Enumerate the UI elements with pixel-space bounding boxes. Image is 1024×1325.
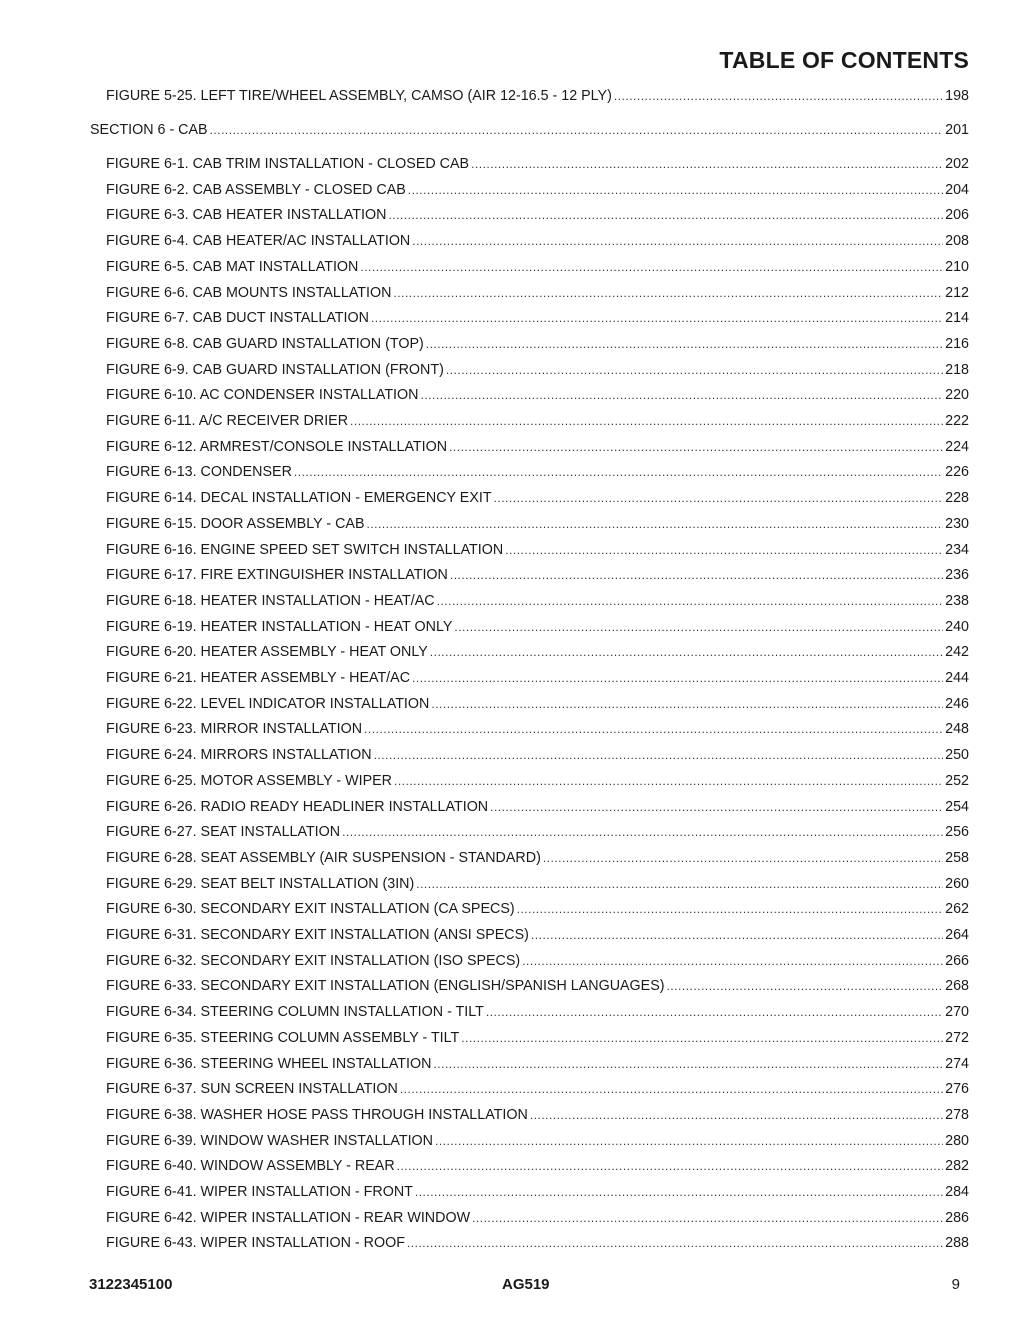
footer-document-number: 3122345100 (89, 1276, 173, 1293)
toc-entry-page: 274 (945, 1055, 969, 1072)
dot-leader (446, 361, 943, 379)
toc-entry-label: FIGURE 6-30. SECONDARY EXIT INSTALLATION (CA SPECS) (106, 901, 515, 918)
toc-figure-entry[interactable] (106, 875, 969, 893)
dot-leader (412, 669, 943, 687)
toc-entry-page: 282 (945, 1158, 969, 1175)
toc-figure-entry[interactable] (106, 1106, 969, 1124)
toc-entry-label: FIGURE 6-40. WINDOW ASSEMBLY - REAR (106, 1158, 395, 1175)
dot-leader (522, 952, 943, 970)
toc-figure-entry[interactable] (106, 1029, 969, 1047)
dot-leader (430, 643, 943, 661)
toc-figure-entry[interactable] (106, 1080, 969, 1098)
dot-leader (350, 412, 943, 430)
toc-entry-page: 242 (945, 644, 969, 661)
toc-entry-label: FIGURE 6-29. SEAT BELT INSTALLATION (3IN) (106, 875, 415, 892)
toc-figure-entry[interactable] (106, 309, 969, 327)
dot-leader (471, 155, 943, 173)
toc-figure-entry[interactable] (106, 900, 969, 918)
toc-entry-page: 204 (945, 181, 969, 198)
dot-leader (517, 900, 944, 918)
toc-entry-page: 252 (945, 772, 969, 789)
dot-leader (426, 335, 943, 353)
toc-entry-page: 198 (945, 88, 969, 104)
toc-entry-page: 216 (945, 335, 969, 352)
footer-model: AG519 (502, 1276, 550, 1293)
dot-leader (490, 798, 943, 816)
toc-entry-label: FIGURE 6-41. WIPER INSTALLATION - FRONT (106, 1184, 413, 1200)
dot-leader (667, 977, 944, 995)
dot-leader (486, 1003, 943, 1021)
toc-figure-entry[interactable] (106, 386, 969, 404)
dot-leader (437, 592, 944, 610)
toc-entry-page: 280 (945, 1132, 969, 1149)
toc-figure-entry[interactable] (106, 1157, 969, 1175)
toc-entry-page: 202 (945, 156, 969, 172)
dot-leader (450, 566, 943, 584)
toc-entry-page: 260 (945, 875, 969, 892)
toc-entry-label: FIGURE 6-39. WINDOW WASHER INSTALLATION (106, 1132, 434, 1149)
toc-entry-label: FIGURE 6-20. HEATER ASSEMBLY - HEAT ONLY (106, 644, 428, 661)
dot-leader (449, 438, 943, 456)
toc-entry-label: FIGURE 6-6. CAB MOUNTS INSTALLATION (106, 284, 392, 301)
toc-entry-label: FIGURE 6-18. HEATER INSTALLATION - HEAT/AC (106, 592, 435, 609)
toc-figure-entry[interactable] (106, 926, 969, 944)
toc-entry-page: 244 (945, 670, 969, 686)
toc-entry-page: 218 (945, 361, 969, 378)
page-title: TABLE OF CONTENTS (719, 47, 969, 73)
toc-entry-page: 272 (945, 1029, 969, 1046)
toc-entry-label: FIGURE 6-7. CAB DUCT INSTALLATION (106, 310, 369, 327)
toc-entry-page: 220 (945, 387, 969, 404)
dot-leader (454, 618, 943, 636)
toc-figure-entry[interactable] (106, 87, 969, 105)
dot-leader (530, 1106, 943, 1124)
dot-leader (397, 1157, 944, 1175)
dot-leader (394, 772, 943, 790)
toc-figure-entry[interactable] (106, 463, 969, 481)
toc-figure-entry[interactable] (106, 643, 969, 661)
dot-leader (210, 121, 944, 139)
toc-entry-label: FIGURE 6-35. STEERING COLUMN ASSEMBLY - TILT (106, 1029, 460, 1046)
toc-entry-label: FIGURE 6-14. DECAL INSTALLATION - EMERGENCY EXIT (106, 490, 492, 507)
toc-entry-page: 201 (945, 122, 969, 138)
toc-figure-entry[interactable] (106, 284, 969, 302)
dot-leader (543, 849, 943, 867)
dot-leader (374, 746, 944, 764)
toc-entry-page: 278 (945, 1106, 969, 1123)
toc-entry-page: 236 (945, 567, 969, 584)
toc-figure-entry[interactable] (106, 489, 969, 507)
dot-leader (294, 463, 943, 481)
toc-entry-label: FIGURE 6-24. MIRRORS INSTALLATION (106, 747, 372, 764)
toc-entry-page: 250 (945, 747, 969, 764)
toc-entry-page: 258 (945, 849, 969, 866)
dot-leader (505, 541, 943, 559)
toc-figure-entry[interactable] (106, 1183, 969, 1201)
toc-figure-entry[interactable] (106, 849, 969, 867)
dot-leader (494, 489, 944, 507)
toc-figure-entry[interactable] (106, 1003, 969, 1021)
toc-entry-page: 284 (945, 1184, 969, 1200)
toc-section-entry[interactable] (90, 121, 969, 139)
toc-figure-entry[interactable] (106, 1234, 969, 1252)
toc-entry-label: FIGURE 6-23. MIRROR INSTALLATION (106, 721, 363, 738)
toc-entry-label: FIGURE 6-37. SUN SCREEN INSTALLATION (106, 1081, 398, 1098)
dot-leader (342, 823, 943, 841)
toc-entry-page: 248 (945, 721, 969, 738)
toc-entry-page: 210 (945, 258, 969, 275)
toc-entry-label: FIGURE 6-8. CAB GUARD INSTALLATION (TOP) (106, 335, 424, 352)
toc-figure-entry[interactable] (106, 1055, 969, 1073)
toc-entry-page: 256 (945, 824, 969, 841)
toc-figure-entry[interactable] (106, 720, 969, 738)
toc-figure-entry[interactable] (106, 823, 969, 841)
toc-figure-entry[interactable] (106, 412, 969, 430)
toc-entry-page: 254 (945, 798, 969, 815)
dot-leader (614, 87, 943, 105)
toc-figure-entry[interactable] (106, 541, 969, 559)
toc-entry-page: 240 (945, 618, 969, 635)
dot-leader (472, 1209, 943, 1227)
toc-figure-entry[interactable] (106, 618, 969, 636)
toc-entry-label: FIGURE 6-4. CAB HEATER/AC INSTALLATION (106, 233, 411, 250)
toc-entry-label: FIGURE 6-42. WIPER INSTALLATION - REAR WINDOW (106, 1209, 471, 1226)
toc-entry-page: 224 (945, 438, 969, 455)
toc-entry-page: 238 (945, 592, 969, 609)
toc-figure-entry[interactable] (106, 977, 969, 995)
dot-leader (408, 181, 943, 199)
dot-leader (366, 515, 943, 533)
dot-leader (400, 1080, 943, 1098)
dot-leader (431, 695, 943, 713)
toc-entry-page: 270 (945, 1004, 969, 1021)
dot-leader (461, 1029, 943, 1047)
toc-figure-entry[interactable] (106, 746, 969, 764)
toc-figure-entry[interactable] (106, 361, 969, 379)
toc-entry-label: FIGURE 6-3. CAB HEATER INSTALLATION (106, 207, 387, 224)
toc-entry-label: FIGURE 6-32. SECONDARY EXIT INSTALLATION (ISO SPECS) (106, 952, 521, 969)
dot-leader (433, 1055, 943, 1073)
toc-entry-label: FIGURE 6-36. STEERING WHEEL INSTALLATION (106, 1055, 432, 1072)
toc-entry-page: 288 (945, 1235, 969, 1252)
toc-entry-page: 208 (945, 233, 969, 250)
toc-entry-label: FIGURE 6-17. FIRE EXTINGUISHER INSTALLATION (106, 567, 448, 584)
toc-entry-label: FIGURE 6-13. CONDENSER (106, 464, 292, 481)
toc-entry-label: FIGURE 6-31. SECONDARY EXIT INSTALLATION (ANSI SPECS) (106, 927, 529, 943)
toc-entry-page: 266 (945, 952, 969, 969)
toc-entry-label: FIGURE 6-2. CAB ASSEMBLY - CLOSED CAB (106, 181, 406, 198)
toc-entry-label: FIGURE 6-22. LEVEL INDICATOR INSTALLATION (106, 695, 430, 712)
toc-entry-page: 212 (945, 284, 969, 301)
toc-entry-label: FIGURE 6-10. AC CONDENSER INSTALLATION (106, 387, 419, 404)
toc-entry-label: FIGURE 5-25. LEFT TIRE/WHEEL ASSEMBLY, CAMSO (AIR 12-16.5 - 12 PLY) (106, 88, 612, 104)
toc-figure-entry[interactable] (106, 952, 969, 970)
footer-page-number: 9 (951, 1276, 960, 1293)
toc-entry-page: 262 (945, 901, 969, 918)
toc-entry-label: FIGURE 6-16. ENGINE SPEED SET SWITCH INSTALLATION (106, 541, 504, 558)
toc-entry-label: FIGURE 6-21. HEATER ASSEMBLY - HEAT/AC (106, 670, 411, 686)
dot-leader (388, 206, 943, 224)
dot-leader (393, 284, 943, 302)
toc-figure-entry[interactable] (106, 258, 969, 276)
toc-entry-label: FIGURE 6-43. WIPER INSTALLATION - ROOF (106, 1235, 405, 1252)
toc-figure-entry[interactable] (106, 695, 969, 713)
dot-leader (435, 1132, 943, 1150)
toc-entry-label: FIGURE 6-26. RADIO READY HEADLINER INSTALLATION (106, 798, 489, 815)
toc-figure-entry[interactable] (106, 335, 969, 353)
dot-leader (531, 926, 943, 944)
dot-leader (360, 258, 943, 276)
toc-entry-page: 206 (945, 207, 969, 224)
toc-entry-page: 286 (945, 1209, 969, 1226)
toc-entry-label: FIGURE 6-38. WASHER HOSE PASS THROUGH INSTALLATION (106, 1106, 528, 1123)
toc-figure-entry[interactable] (106, 1132, 969, 1150)
toc-figure-entry[interactable] (106, 206, 969, 224)
dot-leader (364, 720, 943, 738)
toc-figure-entry[interactable] (106, 669, 969, 687)
toc-entry-page: 276 (945, 1081, 969, 1098)
toc-figure-entry[interactable] (106, 772, 969, 790)
dot-leader (412, 232, 943, 250)
toc-entry-page: 214 (945, 310, 969, 327)
toc-entry-label: FIGURE 6-15. DOOR ASSEMBLY - CAB (106, 515, 365, 532)
toc-entry-label: SECTION 6 - CAB (90, 122, 208, 138)
toc-entry-page: 234 (945, 541, 969, 558)
toc-entry-page: 228 (945, 490, 969, 507)
toc-entry-page: 226 (945, 464, 969, 481)
toc-entry-label: FIGURE 6-9. CAB GUARD INSTALLATION (FRONT) (106, 361, 444, 378)
toc-figure-entry[interactable] (106, 232, 969, 250)
toc-entry-label: FIGURE 6-25. MOTOR ASSEMBLY - WIPER (106, 772, 392, 789)
toc-figure-entry[interactable] (106, 181, 969, 199)
dot-leader (407, 1234, 943, 1252)
toc-figure-entry[interactable] (106, 515, 969, 533)
toc-entry-label: FIGURE 6-19. HEATER INSTALLATION - HEAT ONLY (106, 618, 453, 635)
toc-figure-entry[interactable] (106, 798, 969, 816)
toc-entry-label: FIGURE 6-28. SEAT ASSEMBLY (AIR SUSPENSION - STANDARD) (106, 849, 541, 866)
toc-entry-label: FIGURE 6-34. STEERING COLUMN INSTALLATION - TILT (106, 1004, 484, 1021)
dot-leader (415, 1183, 943, 1201)
toc-entry-page: 246 (945, 695, 969, 712)
toc-entry-label: FIGURE 6-5. CAB MAT INSTALLATION (106, 258, 359, 275)
dot-leader (371, 309, 943, 327)
toc-entry-label: FIGURE 6-33. SECONDARY EXIT INSTALLATION (ENGLISH/SPANISH LANGUAGES) (106, 978, 665, 995)
toc-figure-entry[interactable] (106, 438, 969, 456)
toc-entry-label: FIGURE 6-27. SEAT INSTALLATION (106, 824, 341, 841)
toc-entry-page: 222 (945, 413, 969, 429)
toc-entry-page: 268 (945, 978, 969, 995)
toc-entry-page: 230 (945, 515, 969, 532)
toc-entry-label: FIGURE 6-1. CAB TRIM INSTALLATION - CLOSED CAB (106, 156, 470, 172)
toc-figure-entry[interactable] (106, 592, 969, 610)
toc-entry-page: 264 (945, 927, 969, 943)
toc-entry-label: FIGURE 6-11. A/C RECEIVER DRIER (106, 413, 349, 429)
toc-figure-entry[interactable] (106, 155, 969, 173)
dot-leader (416, 875, 943, 893)
toc-figure-entry[interactable] (106, 1209, 969, 1227)
toc-figure-entry[interactable] (106, 566, 969, 584)
dot-leader (420, 386, 943, 404)
toc-entry-label: FIGURE 6-12. ARMREST/CONSOLE INSTALLATION (106, 438, 448, 455)
